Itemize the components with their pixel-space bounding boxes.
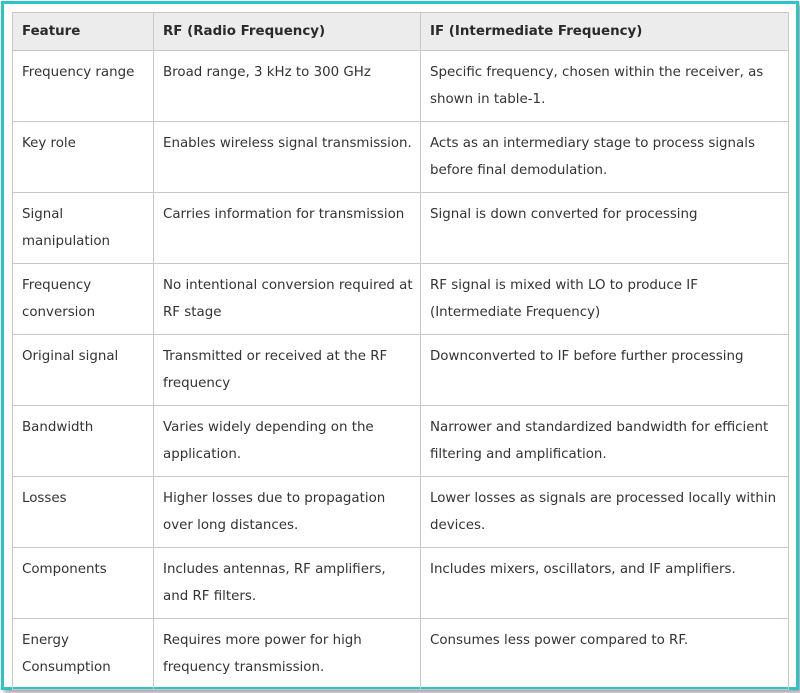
rf-cell: Transmitted or received at the RF frequency — [154, 335, 421, 406]
if-cell: Narrower and standardized bandwidth for efficient filtering and amplification. — [421, 406, 789, 477]
feature-cell: Bandwidth — [13, 406, 154, 477]
table-row — [13, 335, 789, 406]
table-row — [13, 619, 789, 690]
table-row — [13, 51, 789, 122]
feature-cell: Losses — [13, 477, 154, 548]
rf-cell: Higher losses due to propagation over long distances. — [154, 477, 421, 548]
if-cell: Acts as an intermediary stage to process signals before final demodulation. — [421, 122, 789, 193]
header-if: IF (Intermediate Frequency) — [421, 13, 789, 51]
rf-cell: Enables wireless signal transmission. — [154, 122, 421, 193]
table-row — [13, 406, 789, 477]
rf-cell: Requires more power for high frequency transmission. — [154, 619, 421, 690]
table-row — [13, 193, 789, 264]
if-cell: Signal is down converted for processing — [421, 193, 789, 264]
header-rf: RF (Radio Frequency) — [154, 13, 421, 51]
table-row — [13, 122, 789, 193]
if-cell: Includes mixers, oscillators, and IF amplifiers. — [421, 548, 789, 619]
table-row — [13, 548, 789, 619]
rf-cell: Carries information for transmission — [154, 193, 421, 264]
if-cell: Consumes less power compared to RF. — [421, 619, 789, 690]
rf-cell: Varies widely depending on the application. — [154, 406, 421, 477]
if-cell: Specific frequency, chosen within the receiver, as shown in table-1. — [421, 51, 789, 122]
comparison-table — [12, 12, 789, 690]
feature-cell: Original signal — [13, 335, 154, 406]
if-cell: Lower losses as signals are processed locally within devices. — [421, 477, 789, 548]
feature-cell: Components — [13, 548, 154, 619]
table-frame — [1, 1, 799, 690]
feature-cell: Key role — [13, 122, 154, 193]
rf-cell: No intentional conversion required at RF stage — [154, 264, 421, 335]
rf-cell: Broad range, 3 kHz to 300 GHz — [154, 51, 421, 122]
table-row — [13, 477, 789, 548]
header-feature: Feature — [13, 13, 154, 51]
if-cell: RF signal is mixed with LO to produce IF (Intermediate Frequency) — [421, 264, 789, 335]
rf-cell: Includes antennas, RF amplifiers, and RF filters. — [154, 548, 421, 619]
if-cell: Downconverted to IF before further processing — [421, 335, 789, 406]
feature-cell: Signal manipulation — [13, 193, 154, 264]
table-header-row — [13, 13, 789, 51]
feature-cell: Energy Consumption — [13, 619, 154, 690]
feature-cell: Frequency conversion — [13, 264, 154, 335]
table-row — [13, 264, 789, 335]
feature-cell: Frequency range — [13, 51, 154, 122]
